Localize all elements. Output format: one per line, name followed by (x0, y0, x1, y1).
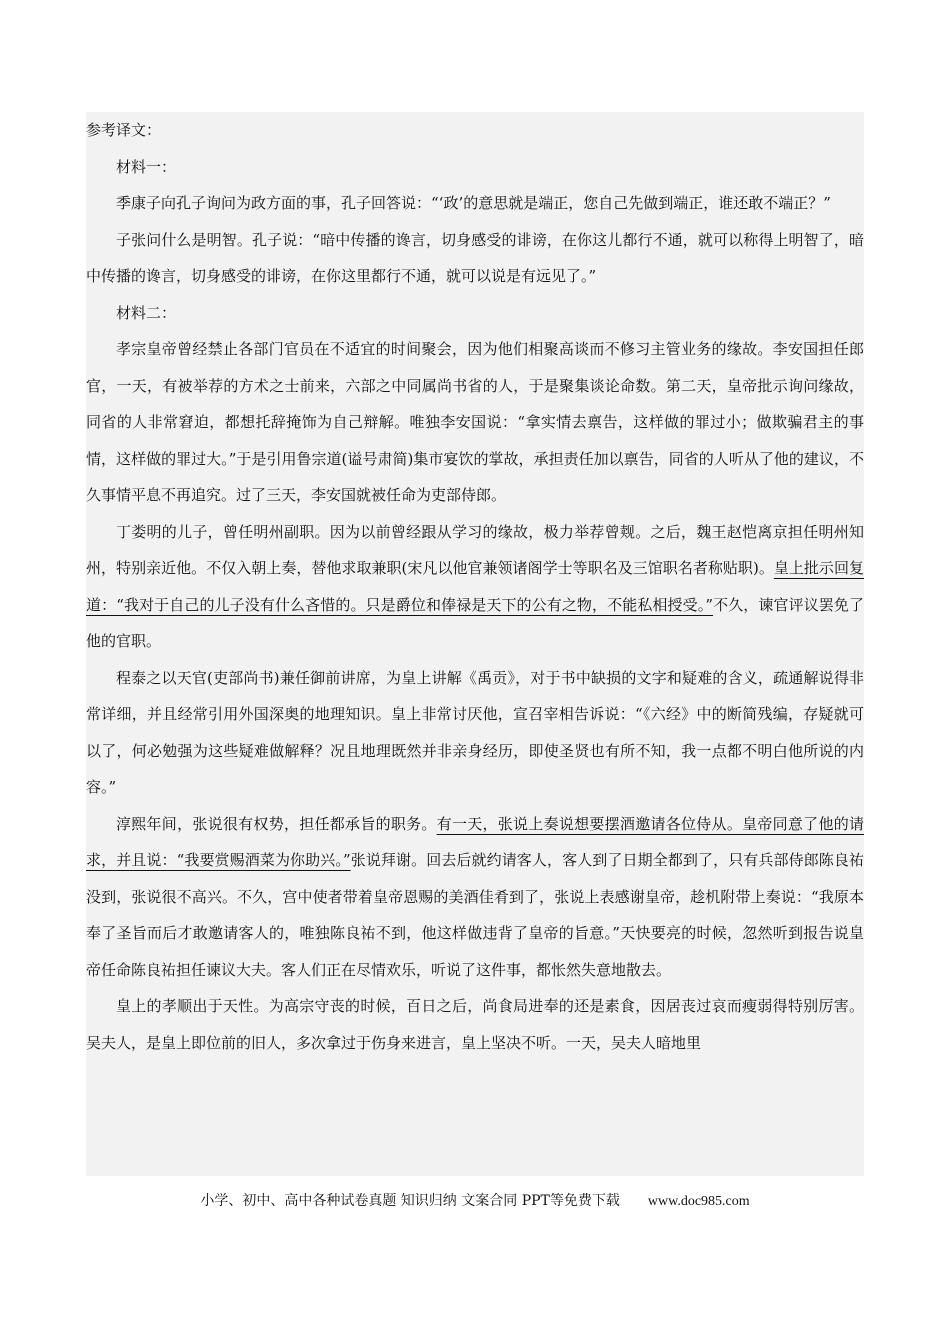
paragraph (86, 806, 864, 989)
paragraph (86, 331, 864, 514)
text-segment: 张说拜谢。回去后就约请客人，客人到了日期全都到了，只有兵部侍郎陈良祐没到，张说很不高兴。不久，宫中使者带着皇帝恩赐的美酒佳肴到了，张说上表感谢皇帝，趁机附带上奏说：“我原本奉了圣旨而后才敢邀请客人的，唯独陈良祐不到，他这样做违背了皇帝的旨意。”天快要亮的时候，忽然听到报告说皇帝任命陈良祐担任谏议大夫。客人们正在尽情欢乐，听说了这件事，都怅然失意地散去。 (86, 851, 864, 979)
paragraph-list (86, 149, 864, 1062)
underlined-sentence: 有一天，张说上奏说想要摆酒邀请各位侍从。皇帝同意了他的请求，并且说：“我要赏赐酒菜为你助兴。” (86, 814, 864, 869)
text-segment: 皇上的孝顺出于天性。为高宗守丧的时候，百日之后，尚食局进奉的还是素食，因居丧过哀而瘦弱得特别厉害。吴夫人，是皇上即位前的旧人，多次拿过于伤身来进言，皇上坚决不听。一天，吴夫人暗地里 (86, 997, 864, 1052)
text-segment: 材料二： (116, 303, 177, 322)
footer-site: www.doc985.com (647, 1194, 750, 1209)
translation-content (86, 112, 864, 1176)
section-heading: 参考译文： (86, 121, 162, 139)
footer-text: 小学、初中、高中各种试卷真题 知识归纳 文案合同 PPT等免费下载 (200, 1193, 620, 1209)
underlined-sentence: 皇上批示回复道：“我对于自己的儿子没有什么吝惜的。只是爵位和俸禄是天下的公有之物，不能私相授受。” (86, 559, 864, 614)
text-segment: 不久，谏官评议罢免了他的官职。 (86, 595, 864, 650)
paragraph (86, 149, 864, 186)
text-segment: 孝宗皇帝曾经禁止各部门官员在不适宜的时间聚会，因为他们相聚高谈而不修习主管业务的缘故。李安国担任郎官，一天，有被举荐的方术之士前来，六部之中同属尚书省的人，于是聚集谈论命数。第二天，皇帝批示询问缘故，同省的人非常窘迫，都想托辞掩饰为自己辩解。唯独李安国说：“拿实情去禀告，这样做的罪过小；做欺骗君主的事情，这样做的罪过大。”于是引用鲁宗道(谥号肃简)集市宴饮的掌故，承担责任加以禀告，同省的人听从了他的建议，不久事情平息不再追究。过了三天，李安国就被任命为吏部侍郎。 (86, 340, 864, 504)
paragraph (86, 185, 864, 222)
text-segment: 子张问什么是明智。孔子说：“暗中传播的谗言，切身感受的诽谤，在你这儿都行不通，就可以称得上明智了，暗中传播的谗言，切身感受的诽谤，在你这里都行不通，就可以说是有远见了。” (86, 230, 864, 285)
page-footer (0, 1190, 950, 1210)
paragraph (86, 514, 864, 660)
paragraph (86, 660, 864, 806)
text-segment: 淳熙年间，张说很有权势，担任都承旨的职务。 (116, 814, 437, 833)
text-segment: 丁娄明的儿子，曾任明州副职。因为以前曾经跟从学习的缘故，极力举荐曾觌。之后，魏王赵恺离京担任明州知州，特别亲近他。不仅入朝上奏，替他求取兼职(宋凡以他官兼领诸阁学士等职名及三馆职名者称贴职)。 (86, 522, 864, 577)
text-segment: 程泰之以天官(吏部尚书)兼任御前讲席，为皇上讲解《禹贡》，对于书中缺损的文字和疑难的含义，疏通解说得非常详细，并且经常引用外国深奥的地理知识。皇上非常讨厌他，宣召宰相告诉说：“《六经》中的断简残编，存疑就可以了，何必勉强为这些疑难做解释？况且地理既然并非亲身经历，即使圣贤也有所不知，我一点都不明白他所说的内容。” (86, 668, 864, 796)
text-segment: 季康子向孔子询问为政方面的事，孔子回答说：“‘政’的意思就是端正，您自己先做到端正，谁还敢不端正？” (116, 194, 831, 212)
paragraph (86, 295, 864, 332)
paragraph (86, 222, 864, 295)
text-segment: 材料一： (116, 157, 177, 176)
paragraph (86, 988, 864, 1061)
